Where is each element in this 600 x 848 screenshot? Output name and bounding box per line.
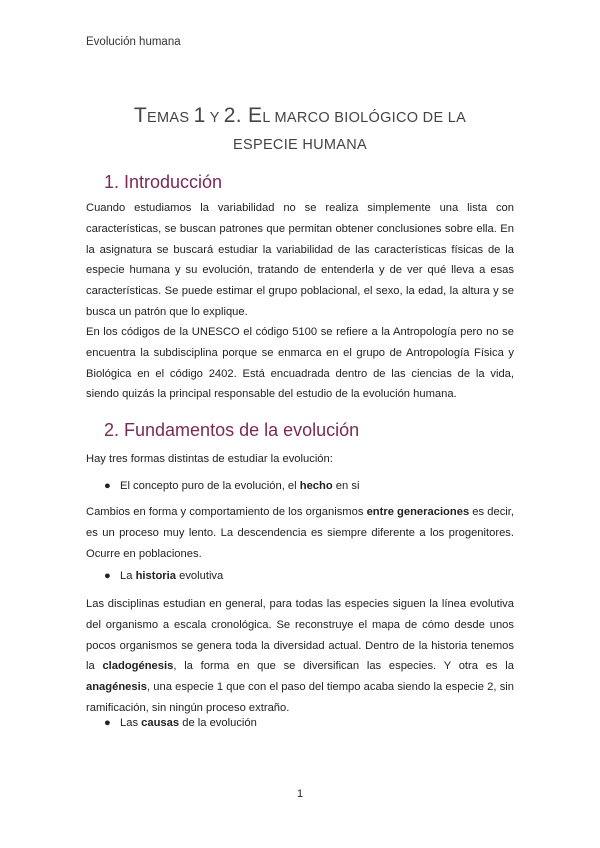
bullet-item-causas xyxy=(104,713,257,733)
bullet-bold: hecho xyxy=(299,480,333,492)
text-run: Las disciplinas estudian en general, para todas las especies siguen la línea evolutiva del organismo a escala cronológica. Se reconstruye el mapa de cómo desde unos pocos organismos se genera toda la diversidad actual. Dentro de la historia tenemos la xyxy=(86,598,514,673)
title-part: 2. E xyxy=(223,104,263,127)
title-part: EMAS xyxy=(147,110,194,126)
paragraph-fund-intro: Hay tres formas distintas de estudiar la evolución: xyxy=(86,453,333,465)
bullet-bold: causas xyxy=(141,717,180,729)
bullet-text: Las xyxy=(120,717,142,729)
title-part: L MARCO BIOLÓGICO DE LA xyxy=(262,110,467,126)
title-part: T xyxy=(133,104,148,127)
section-heading-introduccion: 1. Introducción xyxy=(104,172,223,192)
bullet-bold: historia xyxy=(135,570,176,582)
bullet-text: El concepto puro de la evolución, el xyxy=(120,480,300,492)
paragraph-intro-2: En los códigos de la UNESCO el código 5100 se refiere a la Antropología pero no se encuentra la subdisciplina porque se enmarca en el grupo de Antropología Física y Biológica en el código 2402. Está encuadrada dentro de las ciencias de la vida, siendo quizás la principal responsable del estudio de la evolución humana. xyxy=(86,326,514,401)
bullet-item-hecho xyxy=(104,476,359,496)
bullet-icon: ● xyxy=(104,480,111,492)
text-run: es decir, es un proceso muy lento. La descendencia es siempre diferente a los progenitores. Ocurre en poblaciones. xyxy=(86,506,514,560)
bullet-text: de la evolución xyxy=(179,717,257,729)
text-run: , la forma en que se diversifican las especies. Y otra es la xyxy=(173,660,514,673)
text-bold: cladogénesis xyxy=(102,660,174,673)
title-part: Y xyxy=(205,110,224,126)
paragraph-historia xyxy=(86,594,514,719)
section-heading-fundamentos: 2. Fundamentos de la evolución xyxy=(104,420,360,440)
bullet-text: evolutiva xyxy=(175,570,224,582)
page-number: 1 xyxy=(296,788,304,800)
bullet-text: La xyxy=(120,570,136,582)
bullet-icon: ● xyxy=(104,717,111,729)
bullet-item-historia xyxy=(104,566,223,586)
title-line-2: ESPECIE HUMANA xyxy=(233,137,367,153)
paragraph-intro-1: Cuando estudiamos la variabilidad no se realiza simplemente una lista con características, se buscan patrones que permitan obtener conclusiones sobre ella. En la asignatura se buscará estudiar la variabilidad de las características físicas de la especie humana y su evolución, tratando de entenderla y de ver qué lleva a esas características. Se puede estimar el grupo poblacional, el sexo, la edad, la altura y se busca un patrón que lo explique. xyxy=(86,202,514,318)
text-bold: entre generaciones xyxy=(366,506,470,518)
text-run: Cambios en forma y comportamiento de los organismos xyxy=(86,506,367,518)
page-title xyxy=(86,102,514,159)
text-bold: anagénesis xyxy=(86,681,147,694)
title-part: 1 xyxy=(193,104,206,127)
paragraph-hecho xyxy=(86,502,514,564)
running-header: Evolución humana xyxy=(86,36,181,48)
bullet-text: en si xyxy=(332,480,360,492)
text-run: , una especie 1 que con el paso del tiempo acaba siendo la especie 2, sin ramificación, sin ningún proceso extraño. xyxy=(86,681,514,714)
bullet-icon: ● xyxy=(104,570,111,582)
